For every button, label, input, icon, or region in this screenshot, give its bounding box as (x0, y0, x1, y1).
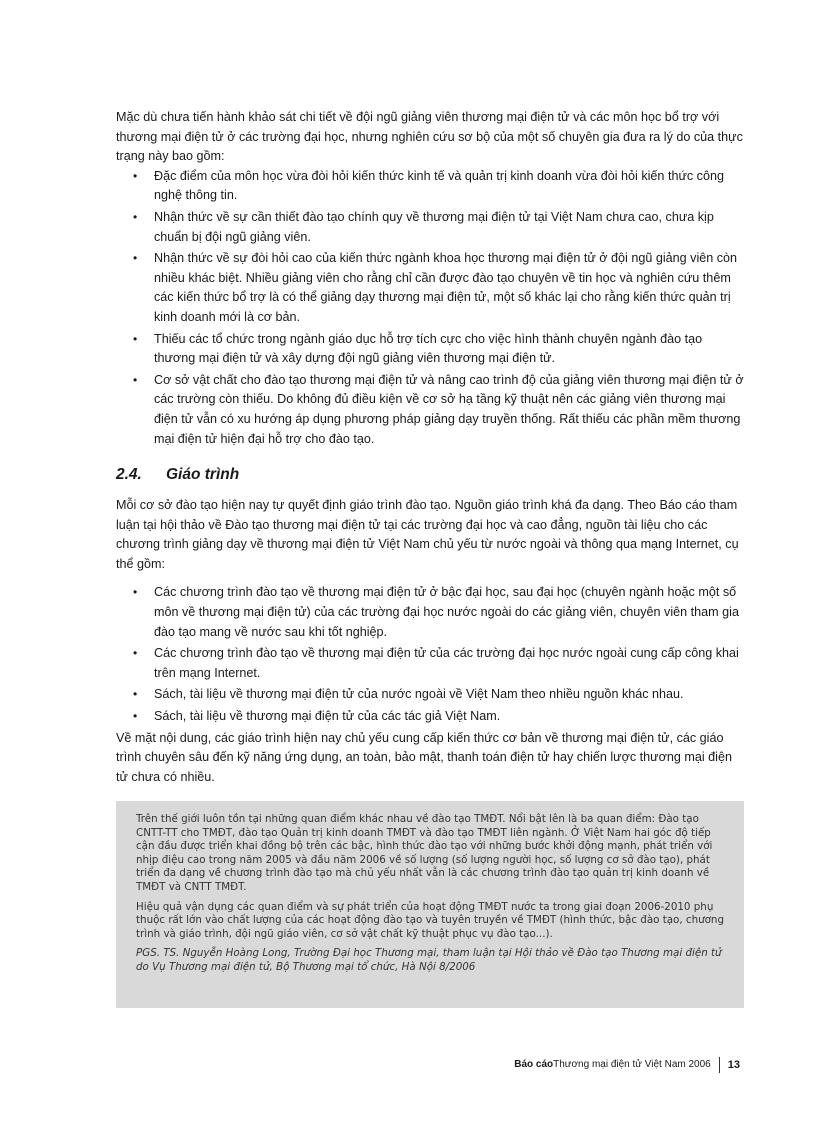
bullet-icon: • (133, 687, 138, 702)
footer-divider (719, 1057, 720, 1073)
intro-paragraph: Mặc dù chưa tiến hành khảo sát chi tiết về đội ngũ giảng viên thương mại điện tử và các môn học bổ trợ với thương mại điện tử ở các trường đại học, nhưng nghiên cứu sơ bộ của một số chuyên gia đưa ra lý do của thực trạng này bao gồm: (116, 110, 743, 164)
list-item: • Sách, tài liệu về thương mại điện tử của các tác giả Việt Nam. (116, 707, 744, 727)
reasons-list (116, 167, 744, 449)
section-conclusion: Về mặt nội dung, các giáo trình hiện nay chủ yếu cung cấp kiến thức cơ bản về thương mại điện tử, các giáo trình chuyên sâu đến kỹ năng ứng dụng, an toàn, bảo mật, thanh toán điện tử hay chiến lược thương mại điện tử chưa có nhiều. (116, 730, 732, 784)
section-heading (116, 464, 744, 486)
list-item: • Đặc điểm của môn học vừa đòi hỏi kiến thức kinh tế và quản trị kinh doanh vừa đòi hỏi kiến thức công nghệ thông tin. (133, 168, 724, 203)
box-paragraph: Hiệu quả vận dụng các quan điểm và sự phát triển của hoạt động TMĐT nước ta trong giai đoạn 2006-2010 phụ thuộc rất lớn vào chất lượng của các hoạt động đào tạo và tuyên truyền về TMĐT (hình thức, bậc đào tạo, chương trình và giáo trình, đội ngũ giáo viên, cơ sở vật chất kỹ thuật phục vụ đào tạo...). (136, 900, 724, 940)
list-item: • Thiếu các tổ chức trong ngành giáo dục hỗ trợ tích cực cho việc hình thành chuyên ngành đào tạo thương mại điện tử và xây dựng đội ngũ giảng viên thương mại điện tử. (133, 331, 703, 366)
footer-brand-text: Thương mại điện tử Việt Nam 2006 (553, 1059, 711, 1070)
bullet-icon: • (133, 168, 138, 183)
bullet-icon: • (133, 372, 138, 387)
section-number: 2.4. (116, 466, 142, 484)
footer-brand-bold: Báo cáo (514, 1059, 554, 1070)
bullet-icon: • (133, 209, 138, 224)
list-item: • Các chương trình đào tạo về thương mại điện tử của các trường đại học nước ngoài cung cấp công khai trên mạng Internet. (133, 646, 739, 680)
page-number: 13 (727, 1059, 740, 1071)
box-paragraph: Trên thế giới luôn tồn tại những quan điểm khác nhau về đào tạo TMĐT. Nổi bật lên là ba quan điểm: Đào tạo CNTT-TT cho TMĐT, đào tạo Quản trị kinh doanh TMĐT và đào tạo TMĐT liên ngành. Ở Việt Nam hai góc độ tiếp cận đầu được triển khai đồng bộ trên các bậc, hình thức đào tạo với những bước khởi động mạnh, phát triển với nhịp điệu cao trong năm 2005 và đầu năm 2006 về số lượng (số lượng người học, số lượng cơ sở đào tạo), phát triển đa dạng về chương trình đào tạo mà chủ yếu nhất vẫn là các chương trình đào tạo quản trị kinh doanh về TMĐT và CNTT TMĐT. (136, 813, 713, 893)
section-intro: Mỗi cơ sở đào tạo hiện nay tự quyết định giáo trình đào tạo. Nguồn giáo trình khá đa dạng. Theo Báo cáo tham luận tại hội thảo về Đào tạo thương mại điện tử tại các trường đại học và cao đẳng, nguồn tài liệu cho các chương trình giảng dạy về thương mại điện tử Việt Nam chủ yếu từ nước ngoài và thông qua mạng Internet, cụ thể gồm: (116, 498, 739, 571)
box-quote: PGS. TS. Nguyễn Hoàng Long, Trường Đại học Thương mại, tham luận tại Hội thảo về Đào tạo Thương mại điện tử do Vụ Thương mại điện tử, Bộ Thương mại tổ chức, Hà Nội 8/2006 (136, 947, 722, 973)
bullet-icon: • (133, 585, 138, 600)
list-item: • Nhận thức về sự đòi hỏi cao của kiến thức ngành khoa học thương mại điện tử ở đội ngũ giảng viên còn nhiều khác biệt. Nhiều giảng viên cho rằng chỉ cần được đào tạo chuyên về tin học và nghiên cứu thêm các kiến thức bổ trợ là có thể giảng dạy thương mại điện tử, một số khác lại cho rằng kiến thức quản trị kinh doanh mới là cơ bản. (133, 251, 738, 324)
section-title: Giáo trình (166, 466, 240, 484)
bullet-icon: • (133, 646, 138, 661)
list-item: • Cơ sở vật chất cho đào tạo thương mại điện tử và nâng cao trình độ của giảng viên thương mại điện tử ở các trường còn thiếu. Do không đủ điều kiện về cơ sở hạ tầng kỹ thuật nên các giảng viên thương mại điện tử vẫn có xu hướng áp dụng phương pháp giảng dạy truyền thống. Rất thiếu các phần mềm thương mại điện tử hiện đại hỗ trợ cho đào tạo. (133, 372, 744, 446)
page-content (116, 108, 744, 819)
page-footer (514, 1057, 740, 1073)
bullet-icon: • (133, 331, 138, 346)
sources-list (116, 583, 744, 726)
bullet-icon: • (133, 251, 138, 266)
info-box (116, 801, 744, 1008)
list-item: • Nhận thức về sự cần thiết đào tạo chính quy về thương mại điện tử tại Việt Nam chưa cao, chưa kịp chuẩn bị đội ngũ giảng viên. (133, 209, 714, 244)
bullet-icon: • (133, 709, 138, 724)
list-item: • Sách, tài liệu về thương mại điện tử của nước ngoài về Việt Nam theo nhiều nguồn khác nhau. (116, 685, 744, 705)
list-item: • Các chương trình đào tạo về thương mại điện tử ở bậc đại học, sau đại học (chuyên ngành hoặc một số môn về thương mại điện tử) của các trường đại học nước ngoài do các giảng viên, chuyên viên tham gia đào tạo mang về nước sau khi tốt nghiệp. (133, 585, 739, 639)
